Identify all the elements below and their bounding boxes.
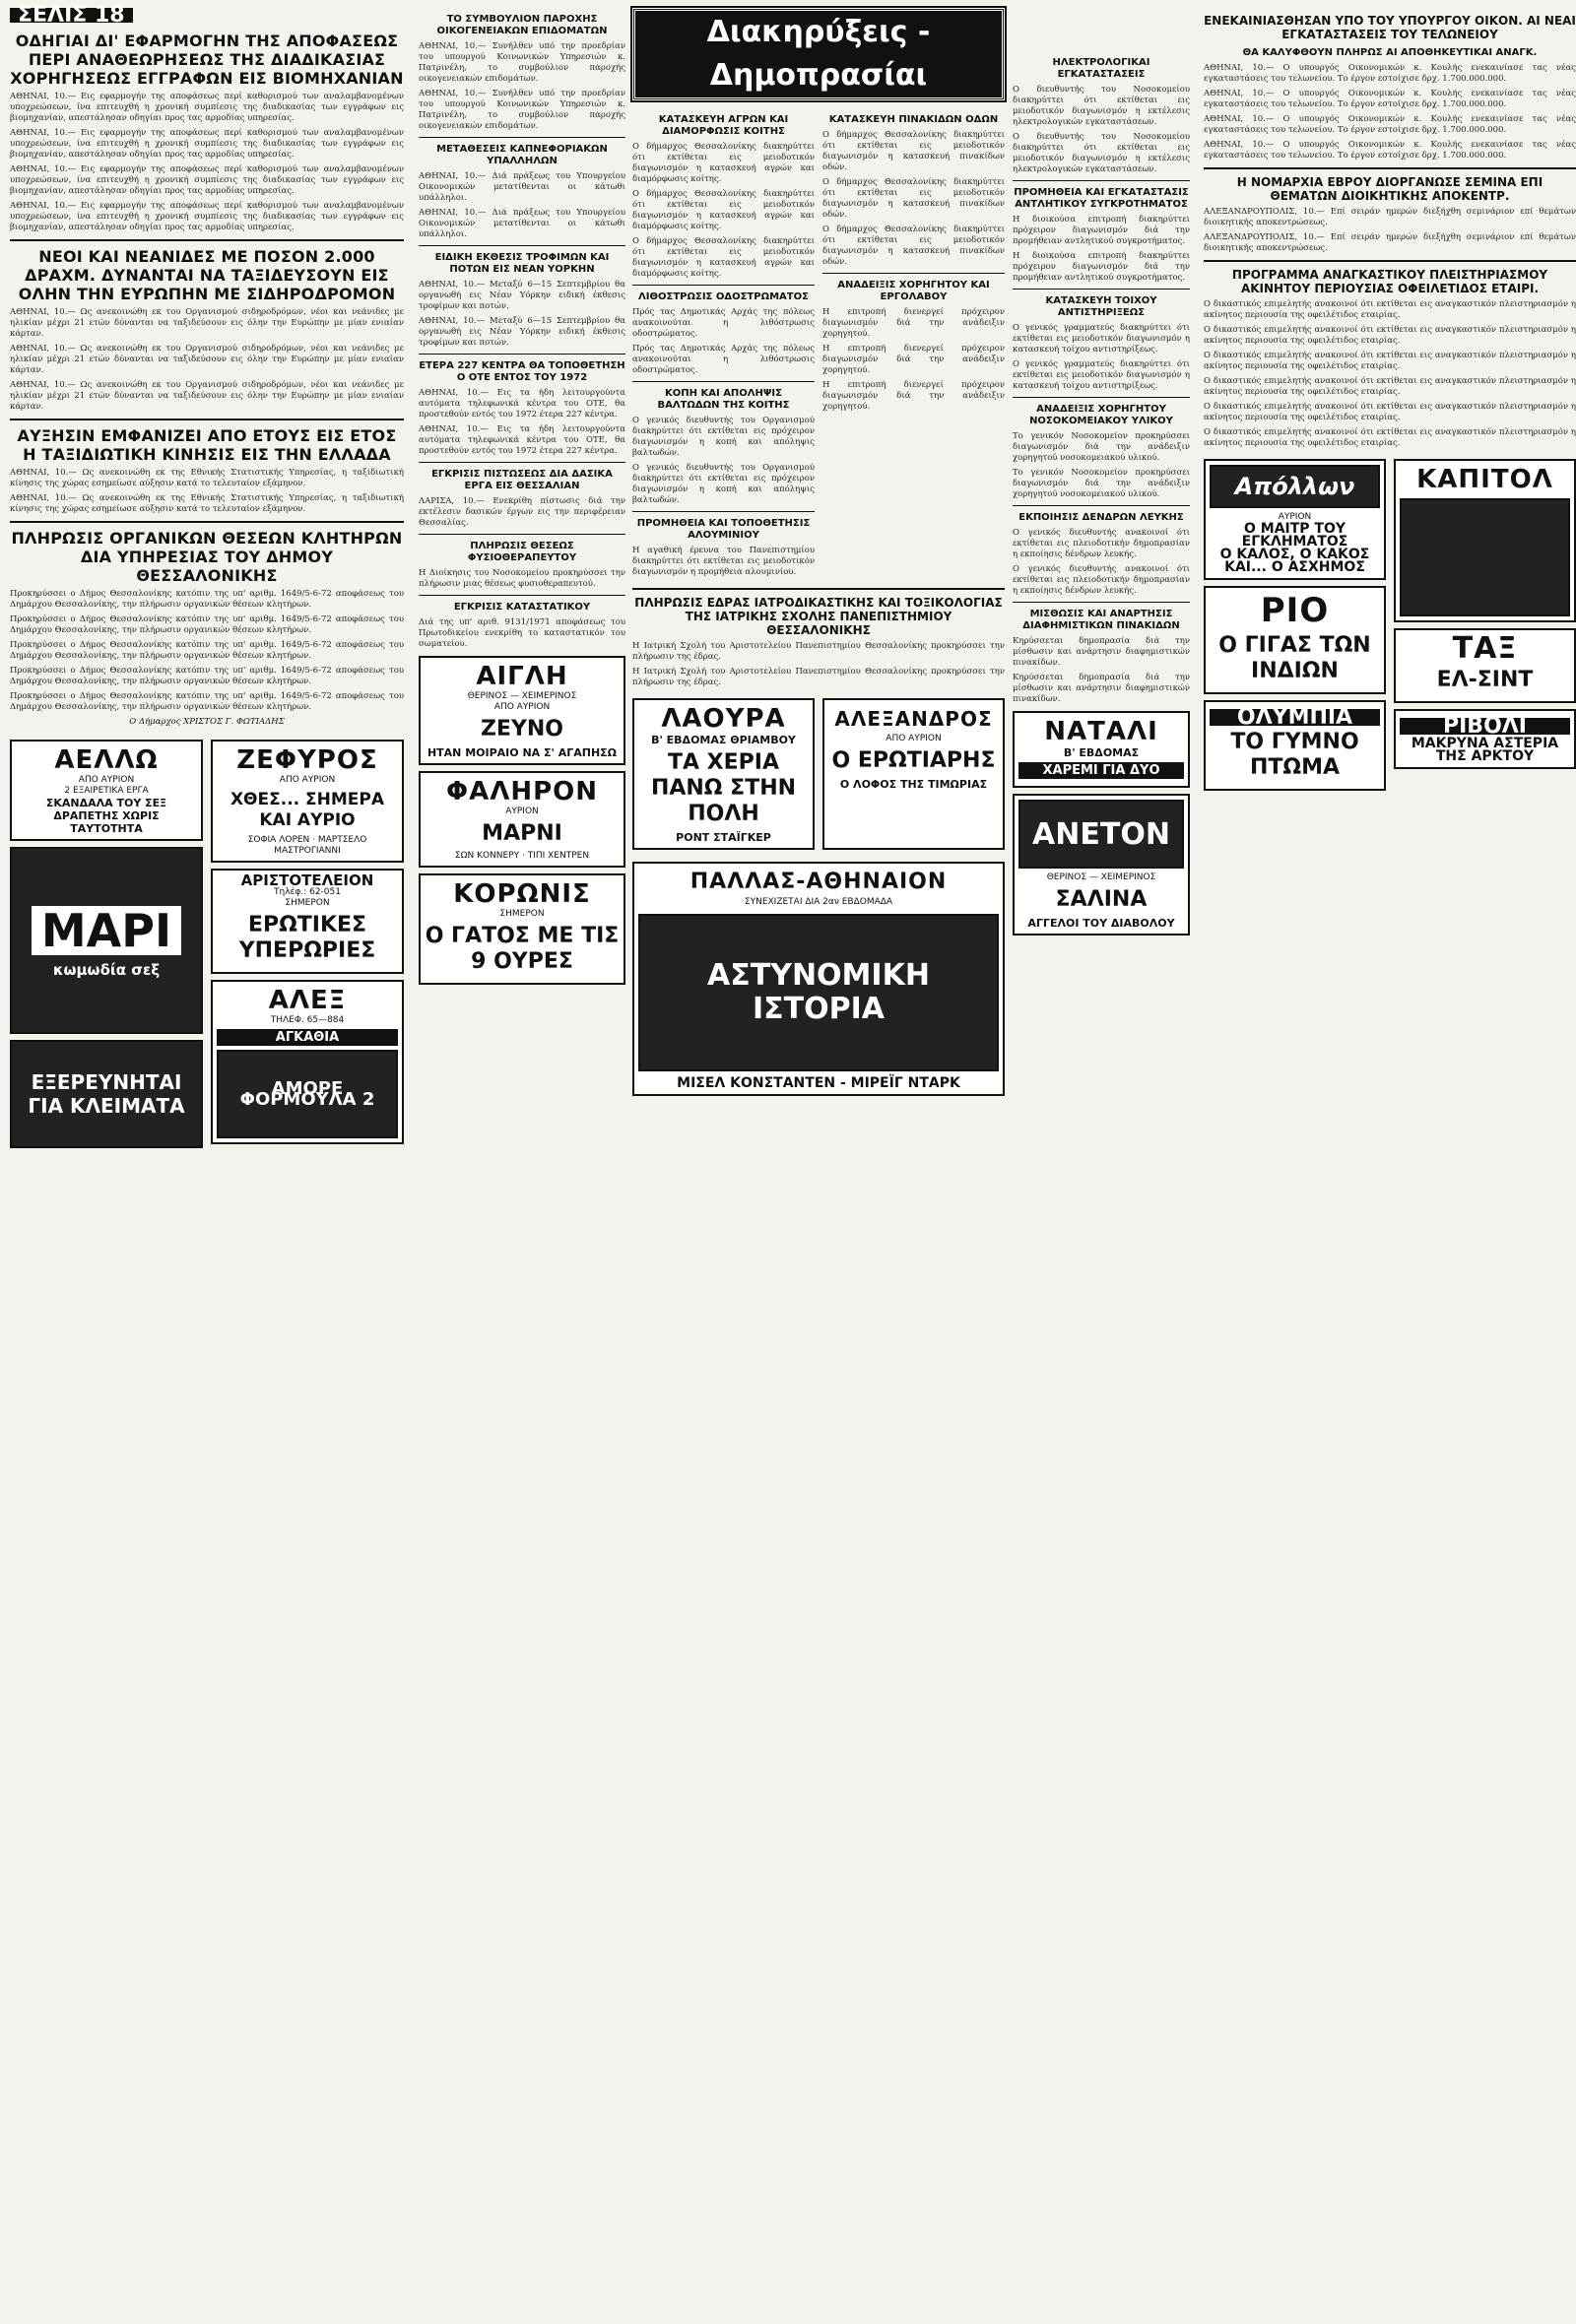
ads-right bbox=[211, 734, 404, 1154]
ad-rivoli bbox=[1394, 709, 1576, 769]
ad-koronis bbox=[419, 873, 625, 985]
film-poster bbox=[217, 1050, 398, 1138]
article-body: Η επιτροπή διενεργεί πρόχειρον διαγωνισμόν διά την ανάδειξιν χορηγητού. bbox=[822, 380, 1005, 412]
article-title: ΗΛΕΚΤΡΟΛΟΓΙΚΑΙ ΕΓΚΑΤΑΣΤΑΣΕΙΣ bbox=[1052, 57, 1150, 80]
cinema-name: ΝΑΤΑΛΙ bbox=[1044, 717, 1158, 746]
article-body: Η Διοίκησις του Νοσοκομείου προκηρύσσει την πλήρωσιν μιας θέσεως φυσιοθεραπευτού. bbox=[419, 568, 625, 589]
signature: Ο Δήμαρχος ΧΡΙΣΤΟΣ Γ. ΦΩΤΙΑΔΗΣ bbox=[129, 717, 285, 727]
ad-phone: Τηλέφ.: 62-051 bbox=[274, 887, 341, 897]
ads-left bbox=[1204, 453, 1386, 797]
ad-day: ΣΗΜΕΡΟΝ bbox=[285, 898, 330, 908]
ad-day: ΑΠΟ ΑΥΡΙΟΝ bbox=[78, 775, 135, 785]
article-body: ΑΘΗΝΑΙ, 10.— Διά πράξεως του Υπουργείου Οικονομικών μετατίθενται οι κάτωθι υπάλληλοι. bbox=[419, 171, 625, 203]
ads-row bbox=[1204, 453, 1576, 797]
article-body: Ο δικαστικός επιμελητής ανακοινοί ότι εκτίθεται εις αναγκαστικόν πλειστηριασμόν η ακίνητος περιουσία της οφειλέτιδος εταιρίας. bbox=[1204, 427, 1576, 448]
article-body: Ο δήμαρχος Θεσσαλονίκης διακηρύττει ότι εκτίθεται εις μειοδοτικόν διαγωνισμόν η κατασκευή αγρών και διαμόρφωσις κοίτης. bbox=[632, 236, 815, 279]
article-body: ΑΘΗΝΑΙ, 10.— Μεταξύ 6—15 Σεπτεμβρίου θα οργανωθή εις Νέαν Υόρκην ειδική έκθεσις τροφίμων και ποτών. bbox=[419, 316, 625, 348]
divider bbox=[10, 239, 404, 241]
ad-day: ΣΗΜΕΡΟΝ bbox=[499, 909, 545, 919]
ad-zefyros bbox=[211, 740, 404, 863]
article-body: Ο δικαστικός επιμελητής ανακοινοί ότι εκτίθεται εις αναγκαστικόν πλειστηριασμόν η ακίνητος περιουσία της οφειλέτιδος εταιρίας. bbox=[1204, 376, 1576, 397]
ad-natali bbox=[1013, 711, 1190, 788]
article-title: ΜΙΣΘΩΣΙΣ ΚΑΙ ΑΝΑΡΤΗΣΙΣ ΔΙΑΦΗΜΙΣΤΙΚΩΝ ΠΙΝΑΚΙΔΩΝ bbox=[1022, 609, 1180, 631]
ad-season: ΘΕΡΙΝΟΣ — ΧΕΙΜΕΡΙΝΟΣ bbox=[1046, 872, 1156, 882]
film-title: ΔΡΑΠΕΤΗΣ ΧΩΡΙΣ ΤΑΥΤΟΤΗΤΑ bbox=[53, 809, 160, 835]
film-title: ΕΞΕΡΕΥΝΗΤΑΙ ΓΙΑ ΚΛΕΙΜΑΤΑ bbox=[28, 1070, 185, 1118]
article-body: Η Ιατρική Σχολή του Αριστοτελείου Πανεπιστημίου Θεσσαλονίκης προκηρύσσει την πλήρωσιν της έδρας. bbox=[632, 641, 1005, 662]
cinema-logo bbox=[1018, 800, 1184, 869]
article-body: Πρός τας Δημοτικάς Αρχάς της πόλεως ανακοινούται η λιθόστρωσις οδοστρώματος. bbox=[632, 344, 815, 375]
article-body: Ο γενικός διευθυντής ανακοινοί ότι εκτίθεται εις πλειοδοτικήν δημοπρασίαν η εκποίησις δένδρων λευκής. bbox=[1013, 528, 1190, 559]
article-body: Κηρύσσεται δημοπρασία διά την μίσθωσιν και ανάρτησιν διαφημιστικών πινακίδων. bbox=[1013, 673, 1190, 704]
notices-right bbox=[822, 108, 1005, 582]
ad-week: Β' ΕΒΔΟΜΑΣ bbox=[1063, 746, 1140, 759]
film-title: Ο ΚΑΛΟΣ, Ο ΚΑΚΟΣ ΚΑΙ... Ο ΑΣΧΗΜΟΣ bbox=[1219, 547, 1370, 575]
film-title: ΑΜΟΡΕ ΦΟΡΜΟΥΛΑ 2 bbox=[239, 1078, 375, 1110]
article-body: Κηρύσσεται δημοπρασία διά την μίσθωσιν και ανάρτησιν διαφημιστικών πινακίδων. bbox=[1013, 636, 1190, 668]
notices-left bbox=[632, 108, 815, 582]
divider bbox=[419, 354, 625, 355]
article-title: ΠΡΟΓΡΑΜΜΑ ΑΝΑΓΚΑΣΤΙΚΟΥ ΠΛΕΙΣΤΗΡΙΑΣΜΟΥ ΑΚΙΝΗΤΟΥ ΠΕΡΙΟΥΣΙΑΣ ΟΦΕΙΛΕΤΙΔΟΣ ΕΤΑΙΡΙ. bbox=[1231, 268, 1548, 295]
article-body: Η διοικούσα επιτροπή διακηρύττει πρόχειρον διαγωνισμόν διά την προμήθειαν αντλητικού συγκροτήματος. bbox=[1013, 215, 1190, 246]
cinema-name: ΖΕΦΥΡΟΣ bbox=[236, 745, 378, 775]
cinema-name: ΤΑΞ bbox=[1452, 631, 1518, 666]
article-body: Προκηρύσσει ο Δήμος Θεσσαλονίκης κατόπιν της υπ' αριθμ. 1649/5-6-72 αποφάσεως του Δημάρχου Θεσσαλονίκης, την πλήρωσιν οργανικών θέσεων κλητήρων. bbox=[10, 614, 404, 635]
ad-aello bbox=[10, 740, 203, 841]
article-body: Η διοικούσα επιτροπή διακηρύττει πρόχειρον διαγωνισμόν διά την προμήθειαν αντλητικού συγκροτήματος. bbox=[1013, 251, 1190, 283]
cinema-name: ΟΛΥΜΠΙΑ bbox=[1210, 709, 1380, 726]
film-title: ΕΡΩΤΙΚΕΣ ΥΠΕΡΩΡΙΕΣ bbox=[238, 913, 376, 963]
column-5 bbox=[1204, 8, 1576, 797]
header-spacer bbox=[1013, 8, 1190, 51]
article-title: ΕΚΠΟΙΗΣΙΣ ΔΕΝΔΡΩΝ ΛΕΥΚΗΣ bbox=[1018, 512, 1184, 523]
film-title: Ο ΜΑΙΤΡ ΤΟΥ ΕΓΚΛΗΜΑΤΟΣ bbox=[1241, 521, 1348, 549]
film-stars: ΜΙΣΕΛ ΚΟΝΣΤΑΝΤΕΝ - ΜΙΡΕΪΓ ΝΤΑΡΚ bbox=[677, 1075, 960, 1091]
article-title: ΕΤΕΡΑ 227 ΚΕΝΤΡΑ ΘΑ ΤΟΠΟΘΕΤΗΣΗ Ο ΟΤΕ ΕΝΤΟΣ ΤΟΥ 1972 bbox=[419, 360, 625, 383]
divider bbox=[1013, 602, 1190, 603]
article-body: Ο δικαστικός επιμελητής ανακοινοί ότι εκτίθεται εις αναγκαστικόν πλειστηριασμόν η ακίνητος περιουσία της οφειλέτιδος εταιρίας. bbox=[1204, 325, 1576, 346]
ads-left bbox=[10, 734, 203, 1154]
article-body: Ο γενικός γραμματεύς διακηρύττει ότι εκτίθεται εις μειοδοτικόν διαγωνισμόν η κατασκευή τοίχου αντιστηρίξεως. bbox=[1013, 323, 1190, 355]
column-1 bbox=[10, 3, 404, 1154]
article-body: Ο δικαστικός επιμελητής ανακοινοί ότι εκτίθεται εις αναγκαστικόν πλειστηριασμόν η ακίνητος περιουσία της οφειλέτιδος εταιρίας. bbox=[1204, 351, 1576, 371]
ad-faliron bbox=[419, 771, 625, 868]
article-body: Ο γενικός διευθυντής του Οργανισμού διακηρύττει ότι εκτίθεται εις πρόχειρον διαγωνισμόν η κοπή και απόληψις βαλτωδών. bbox=[632, 463, 815, 505]
film-title: Ο ΕΡΩΤΙΑΡΗΣ bbox=[831, 748, 996, 773]
article-title: ΠΛΗΡΩΣΙΣ ΘΕΣΕΩΣ ΦΥΣΙΟΘΕΡΑΠΕΥΤΟΥ bbox=[467, 541, 577, 563]
ad-day: ΑΠΟ ΑΥΡΙΟΝ bbox=[886, 734, 942, 743]
article-body: Ο διευθυντής του Νοσοκομείου διακηρύττει ότι εκτίθεται εις μειοδοτικόν διαγωνισμόν η εκτέλεσις ηλεκτρολογικών εγκαταστάσεων. bbox=[1013, 132, 1190, 174]
film-title: ΣΑΛΙΝΑ bbox=[1055, 887, 1148, 912]
article-title: ΤΟ ΣΥΜΒΟΥΛΙΟΝ ΠΑΡΟΧΗΣ ΟΙΚΟΓΕΝΕΙΑΚΩΝ ΕΠΙΔΟΜΑΤΩΝ bbox=[436, 14, 608, 36]
article-title: ΕΓΚΡΙΣΙΣ ΠΙΣΤΩΣΕΩΣ ΔΙΑ ΔΑΣΙΚΑ ΕΡΓΑ ΕΙΣ ΘΕΣΣΑΛΙΑΝ bbox=[431, 469, 613, 491]
article-body: Προκηρύσσει ο Δήμος Θεσσαλονίκης κατόπιν της υπ' αριθμ. 1649/5-6-72 αποφάσεως του Δημάρχου Θεσσαλονίκης, την πλήρωσιν οργανικών θέσεων κλητήρων. bbox=[10, 589, 404, 610]
film-poster bbox=[1400, 498, 1570, 616]
film-title: Ο ΛΟΦΟΣ ΤΗΣ ΤΙΜΩΡΙΑΣ bbox=[839, 778, 988, 791]
article-body: ΑΘΗΝΑΙ, 10.— Ως ανεκοινώθη εκ του Οργανισμού σιδηροδρόμων, νέοι και νεάνιδες με ηλικίαν μέχρι 21 ετών δύνανται να ταξιδεύσουν εις όλην την Ευρώπην με μίαν ενιαίαν κάρταν. bbox=[10, 307, 404, 339]
article-title: ΕΝΕΚΑΙΝΙΑΣΘΗΣΑΝ ΥΠΟ ΤΟΥ ΥΠΟΥΡΓΟΥ ΟΙΚΟΝ. ΑΙ ΝΕΑΙ ΕΓΚΑΤΑΣΤΑΣΕΙΣ ΤΟΥ ΤΕΛΩΝΕΙΟΥ bbox=[1204, 14, 1576, 41]
ad-season: ΘΕΡΙΝΟΣ — ΧΕΙΜΕΡΙΝΟΣ bbox=[467, 691, 577, 701]
article-body: Η επιτροπή διενεργεί πρόχειρον διαγωνισμόν διά την ανάδειξιν χορηγητού. bbox=[822, 344, 1005, 375]
article-title: ΚΑΤΑΣΚΕΥΗ ΤΟΙΧΟΥ ΑΝΤΙΣΤΗΡΙΞΕΩΣ bbox=[1045, 295, 1157, 318]
article-body: ΑΘΗΝΑΙ, 10.— Εις εφαρμογήν της αποφάσεως περί καθορισμού των αναλαμβανομένων υποχρεώσεων, ίνα επιτευχθή η χρονική συμπίεσις της διαδικασίας των εγγράφων εις βιομηχανίαν, απεστάλησαν οδηγίαι προς τας αρμοδίας υπηρεσίας. bbox=[10, 128, 404, 160]
ad-day: ΑΠΟ ΑΥΡΙΟΝ bbox=[279, 775, 336, 785]
article-body: Ο δικαστικός επιμελητής ανακοινοί ότι εκτίθεται εις αναγκαστικόν πλειστηριασμόν η ακίνητος περιουσία της οφειλέτιδος εταιρίας. bbox=[1204, 402, 1576, 422]
cinema-name: ΑΝΕΤΟΝ bbox=[1032, 816, 1170, 852]
article-title: ΕΓΚΡΙΣΙΣ ΚΑΤΑΣΤΑΤΙΚΟΥ bbox=[453, 602, 591, 613]
article-body: Ο διευθυντής του Νοσοκομείου διακηρύττει ότι εκτίθεται εις μειοδοτικόν διαγωνισμόν η εκτέλεσις ηλεκτρολογικών εγκαταστάσεων. bbox=[1013, 85, 1190, 127]
film-title: ΗΤΑΝ ΜΟΙΡΑΙΟ ΝΑ Σ' ΑΓΑΠΗΣΩ bbox=[427, 746, 618, 759]
article-body: ΑΘΗΝΑΙ, 10.— Εις εφαρμογήν της αποφάσεως περί καθορισμού των αναλαμβανομένων υποχρεώσεων, ίνα επιτευχθή η χρονική συμπίεσις της διαδικασίας των εγγράφων εις βιομηχανίαν, απεστάλησαν οδηγίαι προς τας αρμοδίας υπηρεσίας. bbox=[10, 201, 404, 232]
film-stars: ΣΟΦΙΑ ΛΟΡΕΝ · ΜΑΡΤΣΕΛΟ ΜΑΣΤΡΟΓΙΑΝΝΙ bbox=[247, 835, 367, 856]
film-title: ΑΣΤΥΝΟΜΙΚΗ ΙΣΤΟΡΙΑ bbox=[707, 958, 930, 1026]
film-title: ΑΓΚΑΘΙΑ bbox=[217, 1029, 398, 1046]
film-title: Ο ΓΑΤΟΣ ΜΕ ΤΙΣ 9 ΟΥΡΕΣ bbox=[425, 924, 620, 974]
ad-alex bbox=[211, 980, 404, 1144]
divider bbox=[822, 273, 1005, 274]
article-body: Η επιτροπή διενεργεί πρόχειρον διαγωνισμόν διά την ανάδειξιν χορηγητού. bbox=[822, 307, 1005, 339]
cinema-name: ΑΙΓΛΗ bbox=[476, 662, 568, 691]
article-title: ΛΙΘΟΣΤΡΩΣΙΣ ΟΔΟΣΤΡΩΜΑΤΟΣ bbox=[638, 291, 809, 302]
article-body: Ο δήμαρχος Θεσσαλονίκης διακηρύττει ότι εκτίθεται εις μειοδοτικόν διαγωνισμόν η κατασκευή πινακίδων οδών. bbox=[822, 177, 1005, 220]
article-title: ΠΡΟΜΗΘΕΙΑ ΚΑΙ ΕΓΚΑΤΑΣΤΑΣΙΣ ΑΝΤΛΗΤΙΚΟΥ ΣΥΓΚΡΟΤΗΜΑΤΟΣ bbox=[1014, 187, 1189, 210]
cinema-name: Απόλλων bbox=[1234, 472, 1355, 500]
article-body: Η αγαθική έρευνα του Πανεπιστημίου διακηρύττει ότι εκτίθεται εις μειοδοτικόν διαγωνισμόν η προμήθεια αλουμινίου. bbox=[632, 546, 815, 577]
divider bbox=[419, 595, 625, 596]
article-body: Ο γενικός γραμματεύς διακηρύττει ότι εκτίθεται εις μειοδοτικόν διαγωνισμόν η κατασκευή τοίχου αντιστηρίξεως. bbox=[1013, 359, 1190, 391]
divider bbox=[1204, 260, 1576, 262]
film-title: ΤΟ ΓΥΜΝΟ ΠΤΩΜΑ bbox=[1230, 730, 1359, 780]
ad-taz bbox=[1394, 628, 1576, 703]
divider bbox=[419, 245, 625, 246]
divider bbox=[1013, 289, 1190, 290]
article-title: ΑΝΑΔΕΙΞΙΣ ΧΟΡΗΓΗΤΟΥ ΝΟΣΟΚΟΜΕΙΑΚΟΥ ΥΛΙΚΟΥ bbox=[1029, 404, 1173, 426]
ads-row bbox=[10, 734, 404, 1154]
divider bbox=[1204, 167, 1576, 169]
film-title: ΑΓΓΕΛΟΙ ΤΟΥ ΔΙΑΒΟΛΟΥ bbox=[1027, 917, 1175, 930]
article-title: ΚΑΤΑΣΚΕΥΗ ΑΓΡΩΝ ΚΑΙ ΔΙΑΜΟΡΦΩΣΙΣ ΚΟΙΤΗΣ bbox=[658, 114, 789, 137]
article-title: ΜΕΤΑΘΕΣΕΙΣ ΚΑΠΝΕΦΟΡΙΑΚΩΝ ΥΠΑΛΛΗΛΩΝ bbox=[436, 144, 608, 166]
article-body: Προκηρύσσει ο Δήμος Θεσσαλονίκης κατόπιν της υπ' αριθμ. 1649/5-6-72 αποφάσεως του Δημάρχου Θεσσαλονίκης, την πλήρωσιν οργανικών θέσεων κλητήρων. bbox=[10, 640, 404, 661]
article-body: Ο γενικός διευθυντής του Οργανισμού διακηρύττει ότι εκτίθεται εις πρόχειρον διαγωνισμόν η κοπή και απόληψις βαλτωδών. bbox=[632, 416, 815, 458]
section-label: ΣΕΛΙΣ 18 bbox=[10, 8, 133, 23]
cinema-name: ΜΑΡΙ bbox=[32, 906, 181, 955]
divider bbox=[419, 534, 625, 535]
film-stars: ΡΟΝΤ ΣΤΑΪΓΚΕΡ bbox=[676, 831, 771, 844]
article-title: Η ΝΟΜΑΡΧΙΑ ΕΒΡΟΥ ΔΙΟΡΓΑΝΩΣΕ ΣΕΜΙΝΑ ΕΠΙ ΘΕΜΑΤΩΝ ΔΙΟΙΚΗΤΙΚΗΣ ΑΠΟΚΕΝΤΡ. bbox=[1236, 175, 1543, 203]
notices-row bbox=[632, 108, 1005, 582]
article-body: ΑΘΗΝΑΙ, 10.— Εις εφαρμογήν της αποφάσεως περί καθορισμού των αναλαμβανομένων υποχρεώσεων, ίνα επιτευχθή η χρονική συμπίεσις της διαδικασίας των εγγράφων εις βιομηχανίαν, απεστάλησαν οδηγίαι προς τας αρμοδίας υπηρεσίας. bbox=[10, 92, 404, 123]
film-title: ΜΑΡΝΙ bbox=[482, 821, 562, 846]
film-stars: ΣΩΝ ΚΟΝΝΕΡΥ · ΤΙΠΙ ΧΕΝΤΡΕΝ bbox=[454, 851, 590, 861]
ad-week: Β' ΕΒΔΟΜΑΣ ΘΡΙΑΜΒΟΥ bbox=[651, 734, 796, 746]
ad-poster-1 bbox=[10, 1040, 203, 1148]
cinema-name: ΠΑΛΛΑΣ-ΑΘΗΝΑΙΟΝ bbox=[690, 870, 948, 894]
ad-mari bbox=[10, 847, 203, 1034]
article-body: Ο δήμαρχος Θεσσαλονίκης διακηρύττει ότι εκτίθεται εις μειοδοτικόν διαγωνισμόν η κατασκευή πινακίδων οδών. bbox=[822, 130, 1005, 172]
ad-day: ΑΥΡΙΟΝ bbox=[505, 807, 539, 816]
article-body: Το γενικόν Νοσοκομείον προκηρύσσει διαγωνισμόν διά την ανάδειξιν χορηγητού νοσοκομειακού υλικού. bbox=[1013, 431, 1190, 463]
ad-day: ΑΠΟ ΑΥΡΙΟΝ bbox=[493, 702, 551, 712]
article-title: ΑΥΞΗΣΙΝ ΕΜΦΑΝΙΖΕΙ ΑΠΟ ΕΤΟΥΣ ΕΙΣ ΕΤΟΣ Η ΤΑΞΙΔΙΩΤΙΚΗ ΚΙΝΗΣΙΣ ΕΙΣ ΤΗΝ ΕΛΛΑΔΑ bbox=[17, 426, 397, 464]
ad-day: ΑΥΡΙΟΝ bbox=[1278, 512, 1312, 522]
divider bbox=[632, 285, 815, 286]
article-body: Διά της υπ' αριθ. 9131/1971 αποφάσεως του Πρωτοδικείου ενεκρίθη το καταστατικόν του σωματείου. bbox=[419, 617, 625, 649]
article-body: Ο γενικός διευθυντής ανακοινοί ότι εκτίθεται εις πλειοδοτικήν δημοπρασίαν η εκποίησις δένδρων λευκής. bbox=[1013, 564, 1190, 596]
article-body: ΑΛΕΞΑΝΔΡΟΥΠΟΛΙΣ, 10.— Επί σειράν ημερών διεξήχθη σεμινάριον επί θεμάτων διοικητικής αποκεντρώσεως. bbox=[1204, 232, 1576, 253]
film-title: Ο ΓΙΓΑΣ ΤΩΝ ΙΝΔΙΩΝ bbox=[1218, 633, 1371, 683]
article-body: ΑΘΗΝΑΙ, 10.— Ο υπουργός Οικονομικών κ. Κουλής ενεκαινίασε τας νέας εγκαταστάσεις του τελωνείου. Το έργον εστοίχισε δρχ. 1.700.000.000. bbox=[1204, 114, 1576, 135]
ads-row bbox=[632, 692, 1005, 856]
cinema-name: ΑΡΙΣΤΟΤΕΛΕΙΟΝ bbox=[240, 872, 374, 889]
film-title: ΧΑΡΕΜΙ ΓΙΑ ΔΥΟ bbox=[1018, 762, 1184, 779]
article-title: ΠΛΗΡΩΣΙΣ ΟΡΓΑΝΙΚΩΝ ΘΕΣΕΩΝ ΚΛΗΤΗΡΩΝ ΔΙΑ ΥΠΗΡΕΣΙΑΣ ΤΟΥ ΔΗΜΟΥ ΘΕΣΣΑΛΟΝΙΚΗΣ bbox=[11, 529, 403, 585]
cinema-logo bbox=[1210, 465, 1380, 508]
cinema-name: ΦΑΛΗΡΟΝ bbox=[445, 777, 599, 807]
article-body: Ο δήμαρχος Θεσσαλονίκης διακηρύττει ότι εκτίθεται εις μειοδοτικόν διαγωνισμόν η κατασκευή αγρών και διαμόρφωσις κοίτης. bbox=[632, 142, 815, 184]
film-title: ΕΛ-ΣΙΝΤ bbox=[1436, 668, 1534, 692]
article-body: ΑΘΗΝΑΙ, 10.— Μεταξύ 6—15 Σεπτεμβρίου θα οργανωθή εις Νέαν Υόρκην ειδική έκθεσις τροφίμων και ποτών. bbox=[419, 280, 625, 311]
film-title: ΧΘΕΣ... ΣΗΜΕΡΑ ΚΑΙ ΑΥΡΙΟ bbox=[230, 790, 385, 830]
article-body: Το γενικόν Νοσοκομείον προκηρύσσει διαγωνισμόν διά την ανάδειξιν χορηγητού νοσοκομειακού υλικού. bbox=[1013, 468, 1190, 499]
cinema-name: ΑΛΕΞΑΝΔΡΟΣ bbox=[834, 707, 993, 731]
article-body: ΑΘΗΝΑΙ, 10.— Ως ανεκοινώθη εκ του Οργανισμού σιδηροδρόμων, νέοι και νεάνιδες με ηλικίαν μέχρι 21 ετών δύνανται να ταξιδεύσουν εις όλην την Ευρώπην με μίαν ενιαίαν κάρταν. bbox=[10, 380, 404, 412]
divider bbox=[1013, 397, 1190, 398]
cinema-name: ΚΟΡΩΝΙΣ bbox=[453, 879, 591, 909]
ad-note: ΣΥΝΕΧΙΖΕΤΑΙ ΔΙΑ 2αν ΕΒΔΟΜΑΔΑ bbox=[744, 897, 893, 907]
column-2 bbox=[419, 8, 625, 991]
article-body: Ο δικαστικός επιμελητής ανακοινοί ότι εκτίθεται εις αναγκαστικόν πλειστηριασμόν η ακίνητος περιουσία της οφειλέτιδος εταιρίας. bbox=[1204, 299, 1576, 320]
article-body: Προκηρύσσει ο Δήμος Θεσσαλονίκης κατόπιν της υπ' αριθμ. 1649/5-6-72 αποφάσεως του Δημάρχου Θεσσαλονίκης, την πλήρωσιν οργανικών θέσεων κλητήρων. bbox=[10, 666, 404, 686]
ad-phone: ΤΗΛΕΦ. 65—884 bbox=[270, 1015, 345, 1025]
film-poster bbox=[638, 914, 999, 1071]
header-banner: Διακηρύξεις - Δημοπρασίαι bbox=[632, 8, 1005, 100]
ad-aigli bbox=[419, 656, 625, 765]
article-body: Πρός τας Δημοτικάς Αρχάς της πόλεως ανακοινούται η λιθόστρωσις οδοστρώματος. bbox=[632, 307, 815, 339]
cinema-name: ΛΑΟΥΡΑ bbox=[661, 704, 786, 734]
article-body: Ο δήμαρχος Θεσσαλονίκης διακηρύττει ότι εκτίθεται εις μειοδοτικόν διαγωνισμόν η κατασκευή αγρών και διαμόρφωσις κοίτης. bbox=[632, 189, 815, 231]
article-body: ΑΘΗΝΑΙ, 10.— Ο υπουργός Οικονομικών κ. Κουλής ενεκαινίασε τας νέας εγκαταστάσεις του τελωνείου. Το έργον εστοίχισε δρχ. 1.700.000.000. bbox=[1204, 89, 1576, 109]
divider bbox=[10, 419, 404, 420]
divider bbox=[10, 521, 404, 523]
article-title: ΕΙΔΙΚΗ ΕΚΘΕΣΙΣ ΤΡΟΦΙΜΩΝ ΚΑΙ ΠΟΤΩΝ ΕΙΣ ΝΕΑΝ ΥΟΡΚΗΝ bbox=[434, 252, 610, 275]
article-body: ΑΘΗΝΑΙ, 10.— Εις εφαρμογήν της αποφάσεως περί καθορισμού των αναλαμβανομένων υποχρεώσεων, ίνα επιτευχθή η χρονική συμπίεσις της διαδικασίας των εγγράφων εις βιομηχανίαν, απεστάλησαν οδηγίαι προς τας αρμοδίας υπηρεσίας. bbox=[10, 164, 404, 196]
ad-olympia bbox=[1204, 700, 1386, 791]
ad-apollon bbox=[1204, 459, 1386, 580]
divider bbox=[632, 381, 815, 382]
article-body: ΑΘΗΝΑΙ, 10.— Ως ανεκοινώθη εκ της Εθνικής Στατιστικής Υπηρεσίας, η ταξιδιωτική κίνησις της χώρας εσημείωσε αύξησιν κατά το τελευταίον εξάμηνον. bbox=[10, 468, 404, 488]
article-body: Η Ιατρική Σχολή του Αριστοτελείου Πανεπιστημίου Θεσσαλονίκης προκηρύσσει την πλήρωσιν της έδρας. bbox=[632, 667, 1005, 687]
ad-aristoteleion bbox=[211, 869, 404, 974]
film-title: ΣΚΑΝΔΑΛΑ ΤΟΥ ΣΕΞ bbox=[45, 797, 167, 809]
divider bbox=[419, 462, 625, 463]
article-body: ΑΘΗΝΑΙ, 10.— Συνήλθεν υπό την προεδρίαν του υπουργού Κοινωνικών Υπηρεσιών κ. Πατρινέλη, το συμβούλιον παροχής οικογενειακών επιδομάτων. bbox=[419, 41, 625, 84]
article-title: ΟΔΗΓΙΑΙ ΔΙ' ΕΦΑΡΜΟΓΗΝ ΤΗΣ ΑΠΟΦΑΣΕΩΣ ΠΕΡΙ ΑΝΑΘΕΩΡΗΣΕΩΣ ΤΗΣ ΔΙΑΔΙΚΑΣΙΑΣ ΧΟΡΗΓΗΣΕΩΣ ΕΓΓΡΑΦΩΝ ΕΙΣ ΒΙΟΜΗΧΑΝΙΑΝ bbox=[10, 32, 404, 88]
ad-note: 2 ΕΞΑΙΡΕΤΙΚΑ ΕΡΓΑ bbox=[64, 786, 149, 796]
article-body: ΑΘΗΝΑΙ, 10.— Ως ανεκοινώθη εκ της Εθνικής Στατιστικής Υπηρεσίας, η ταξιδιωτική κίνησις της χώρας εσημείωσε αύξησιν κατά το τελευταίον εξάμηνον. bbox=[10, 493, 404, 514]
column-3 bbox=[632, 8, 1005, 1102]
cinema-name: ΡΙΒΟΛΙ bbox=[1400, 718, 1570, 735]
article-subtitle: ΘΑ ΚΑΛΥΦΘΟΥΝ ΠΛΗΡΩΣ ΑΙ ΑΠΟΘΗΚΕΥΤΙΚΑΙ ΑΝΑΓΚ. bbox=[1242, 47, 1538, 58]
ads-right bbox=[1394, 453, 1576, 797]
divider bbox=[632, 511, 815, 512]
article-title: ΑΝΑΔΕΙΞΙΣ ΧΟΡΗΓΗΤΟΥ ΚΑΙ ΕΡΓΟΛΑΒΟΥ bbox=[837, 280, 990, 302]
film-title: ΖΕΥΝΟ bbox=[480, 717, 564, 742]
article-title: ΠΛΗΡΩΣΙΣ ΕΔΡΑΣ ΙΑΤΡΟΔΙΚΑΣΤΙΚΗΣ ΚΑΙ ΤΟΞΙΚΟΛΟΓΙΑΣ ΤΗΣ ΙΑΤΡΙΚΗΣ ΣΧΟΛΗΣ ΠΑΝΕΠΙΣΤΗΜΙΟΥ ΘΕΣΣΑΛΟΝΙΚΗΣ bbox=[634, 596, 1003, 637]
article-title: ΝΕΟΙ ΚΑΙ ΝΕΑΝΙΔΕΣ ΜΕ ΠΟΣΟΝ 2.000 ΔΡΑΧΜ. ΔΥΝΑΝΤΑΙ ΝΑ ΤΑΞΙΔΕΥΣΟΥΝ ΕΙΣ ΟΛΗΝ ΤΗΝ ΕΥΡΩΠΗΝ ΜΕ ΣΙΔΗΡΟΔΡΟΜΟΝ bbox=[18, 247, 396, 303]
cinema-name: ΑΛΕΞ bbox=[268, 986, 347, 1015]
ad-laoura bbox=[632, 698, 815, 850]
cinema-name: ΑΕΛΛΩ bbox=[54, 745, 159, 775]
film-title: ΤΑ ΧΕΡΙΑ ΠΑΝΩ ΣΤΗΝ ΠΟΛΗ bbox=[650, 750, 797, 826]
article-body: ΛΑΡΙΣΑ, 10.— Ενεκρίθη πίστωσις διά την εκτέλεσιν δασικών έργων εις την περιφέρειαν Θεσσαλίας. bbox=[419, 496, 625, 528]
article-title: ΚΑΤΑΣΚΕΥΗ ΠΙΝΑΚΙΔΩΝ ΟΔΩΝ bbox=[828, 114, 999, 125]
article-body: ΑΘΗΝΑΙ, 10.— Ως ανεκοινώθη εκ του Οργανισμού σιδηροδρόμων, νέοι και νεάνιδες με ηλικίαν μέχρι 21 ετών δύνανται να ταξιδεύσουν εις όλην την Ευρώπην με μίαν ενιαίαν κάρταν. bbox=[10, 344, 404, 375]
cinema-name: ΡΙΟ bbox=[1260, 591, 1330, 630]
article-body: ΑΘΗΝΑΙ, 10.— Εις τα ήδη λειτουργούντα αυτόματα τηλεφωνικά κέντρα του ΟΤΕ, θα προστεθούν εντός του 1972 έτερα 227 κέντρα. bbox=[419, 388, 625, 420]
divider bbox=[1013, 505, 1190, 506]
ad-rio bbox=[1204, 586, 1386, 694]
article-body: ΑΘΗΝΑΙ, 10.— Συνήλθεν υπό την προεδρίαν του υπουργού Κοινωνικών Υπηρεσιών κ. Πατρινέλη, το συμβούλιον παροχής οικογενειακών επιδομάτων. bbox=[419, 89, 625, 131]
cinema-name: ΚΑΠΙΤΟΛ bbox=[1416, 465, 1553, 494]
film-title: ΜΑΚΡΥΝΑ ΑΣΤΕΡΙΑ ΤΗΣ ΑΡΚΤΟΥ bbox=[1411, 736, 1559, 764]
divider bbox=[419, 137, 625, 138]
film-title: κωμωδία σεξ bbox=[52, 960, 161, 979]
ad-kapitol bbox=[1394, 459, 1576, 622]
article-body: ΑΘΗΝΑΙ, 10.— Ο υπουργός Οικονομικών κ. Κουλής ενεκαινίασε τας νέας εγκαταστάσεις του τελωνείου. Το έργον εστοίχισε δρχ. 1.700.000.000. bbox=[1204, 140, 1576, 161]
article-title: ΠΡΟΜΗΘΕΙΑ ΚΑΙ ΤΟΠΟΘΕΤΗΣΙΣ ΑΛΟΥΜΙΝΙΟΥ bbox=[636, 518, 811, 541]
ad-pallas bbox=[632, 862, 1005, 1096]
ad-aneton bbox=[1013, 794, 1190, 936]
article-body: ΑΘΗΝΑΙ, 10.— Εις τα ήδη λειτουργούντα αυτόματα τηλεφωνικά κέντρα του ΟΤΕ, θα προστεθούν εντός του 1972 έτερα 227 κέντρα. bbox=[419, 424, 625, 456]
article-body: ΑΘΗΝΑΙ, 10.— Ο υπουργός Οικονομικών κ. Κουλής ενεκαινίασε τας νέας εγκαταστάσεις του τελωνείου. Το έργον εστοίχισε δρχ. 1.700.000.000. bbox=[1204, 63, 1576, 84]
article-body: Προκηρύσσει ο Δήμος Θεσσαλονίκης κατόπιν της υπ' αριθμ. 1649/5-6-72 αποφάσεως του Δημάρχου Θεσσαλονίκης, την πλήρωσιν οργανικών θέσεων κλητήρων. bbox=[10, 691, 404, 712]
column-4 bbox=[1013, 8, 1190, 941]
article-body: ΑΘΗΝΑΙ, 10.— Διά πράξεως του Υπουργείου Οικονομικών μετατίθενται οι κάτωθι υπάλληλοι. bbox=[419, 208, 625, 239]
article-body: ΑΛΕΞΑΝΔΡΟΥΠΟΛΙΣ, 10.— Επί σειράν ημερών διεξήχθη σεμινάριον επί θεμάτων διοικητικής αποκεντρώσεως. bbox=[1204, 207, 1576, 227]
divider bbox=[1013, 180, 1190, 181]
article-title: ΚΟΠΗ ΚΑΙ ΑΠΟΛΗΨΙΣ ΒΑΛΤΩΔΩΝ ΤΗΣ ΚΟΙΤΗΣ bbox=[657, 388, 790, 411]
article-body: Ο δήμαρχος Θεσσαλονίκης διακηρύττει ότι εκτίθεται εις μειοδοτικόν διαγωνισμόν η κατασκευή πινακίδων οδών. bbox=[822, 225, 1005, 267]
divider bbox=[632, 588, 1005, 590]
ad-alexandros bbox=[822, 698, 1005, 850]
